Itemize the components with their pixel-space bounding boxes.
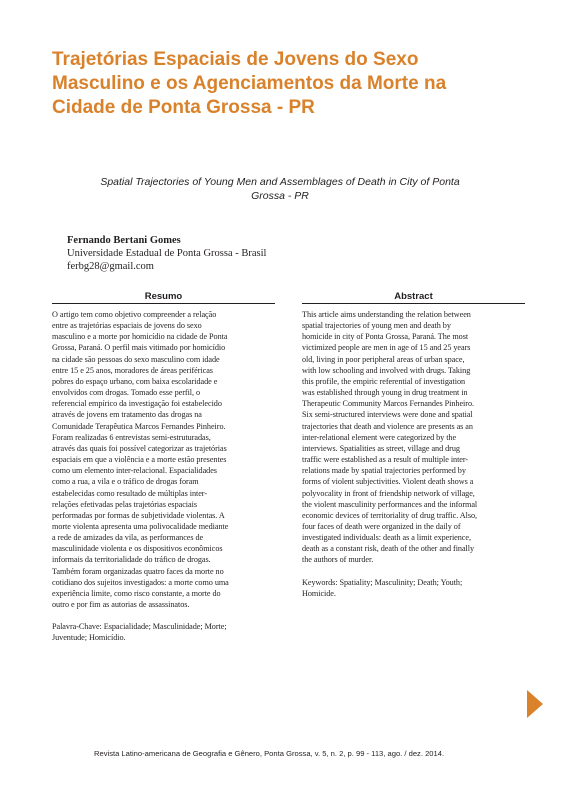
text-line: Juventude; Homicídio. <box>52 633 126 643</box>
abstract-text <box>302 309 525 566</box>
text-line: masculino e a morte por homicídio na cidade de Ponta <box>52 332 228 342</box>
text-line: interviews. Spatialities as street, village and drug <box>302 443 460 453</box>
text-line: Therapeutic Community Marcos Fernandes Pinheiro. <box>302 399 475 409</box>
text-line: old, living in poor peripheral areas of urban space, <box>302 354 465 364</box>
text-line: homicide in city of Ponta Grossa, Paraná. The most <box>302 332 469 342</box>
text-line: espaciais em que a violência e a morte estão presentes <box>52 455 227 465</box>
text-line: através das quais foi possível categorizar as trajetórias <box>52 443 227 453</box>
resumo-text <box>52 309 275 610</box>
text-line: Homicide. <box>302 588 336 598</box>
subtitle-line: Spatial Trajectories of Young Men and Assemblages of Death in City of Ponta <box>100 176 460 188</box>
resumo-heading: Resumo <box>144 291 183 302</box>
resumo-keywords <box>52 621 275 643</box>
subtitle-line: Grossa - PR <box>251 190 309 202</box>
text-line: Comunidade Terapêutica Marcos Fernandes Pinheiro. <box>52 421 226 431</box>
text-line: the authors of murder. <box>302 555 374 565</box>
text-line: O artigo tem como objetivo compreender a relação <box>52 310 217 319</box>
text-line: death as a constant risk, death of the other and finally <box>302 544 475 554</box>
text-line: estabelecidas como resultado de múltiplas inter- <box>52 488 207 498</box>
text-line: através de jovens em tratamento das drogas na <box>52 410 202 420</box>
text-line: envolvidos com drogas. Tomado esse perfil, o <box>52 388 201 398</box>
text-line: Foram realizadas 6 entrevistas semi-estruturadas, <box>52 432 211 442</box>
abstract-column <box>302 290 525 599</box>
text-line: relações efetivadas pelas trajetórias espaciais <box>52 499 197 509</box>
resumo-column <box>52 290 275 644</box>
text-line: masculinidade violenta e os dispositivos econômicos <box>52 544 223 554</box>
text-line: relations made by spatial trajectories performed by <box>302 466 466 476</box>
text-line: forms of violent subjectivities. Violent death shows a <box>302 477 474 487</box>
text-line: a rede de amizades da vila, as performances de <box>52 533 204 543</box>
text-line: Palavra-Chave: Espacialidade; Masculinidade; Morte; <box>52 622 227 632</box>
text-line: spatial trajectories of young men and death by <box>302 321 451 331</box>
text-line: Keywords: Spatiality; Masculinity; Death; Youth; <box>302 577 463 587</box>
next-page-arrow-icon <box>527 690 543 718</box>
text-line: this profile, the empiric referential of investigation <box>302 376 466 386</box>
text-line: performadas por formas de subjetividade violentas. A <box>52 510 225 520</box>
text-line: experiência limite, como risco constante, a morte do <box>52 588 221 598</box>
title-line: Cidade de Ponta Grossa - PR <box>52 97 315 118</box>
text-line: Também foram organizadas quatro faces da morte no <box>52 566 224 576</box>
text-line: entre as trajetórias espaciais de jovens do sexo <box>52 321 202 331</box>
text-line: four faces of death were organized in the daily of <box>302 521 461 531</box>
abstract-keywords <box>302 577 525 599</box>
text-line: Six semi-structured interviews were done and spatial <box>302 410 473 420</box>
resumo-divider <box>52 303 275 304</box>
text-line: polyvocality in front of friendship network of village, <box>302 488 475 498</box>
abstract-divider <box>302 303 525 304</box>
text-line: the violent masculinity performances and the informal <box>302 499 478 509</box>
text-line: economic devices of territoriality of drug traffic. Also, <box>302 510 478 520</box>
text-line: victimized people are men in age of 15 and 25 years <box>302 343 471 353</box>
text-line: morte violenta apresenta uma polivocalidade mediante <box>52 521 229 531</box>
text-line: was established through young in drug treatment in <box>302 388 468 398</box>
text-line: inter-relational element were categorized by the <box>302 432 457 442</box>
text-line: como um elemento inter-relacional. Espacialidades <box>52 466 217 476</box>
text-line: investigated individuals: death as a limit experience, <box>302 533 471 543</box>
abstract-heading: Abstract <box>394 291 433 302</box>
text-line: referencial empírico da investigação foi estabelecido <box>52 399 222 409</box>
journal-footer: Revista Latino-americana de Geografia e Gênero, Ponta Grossa, v. 5, n. 2, p. 99 - 113, ago. / dez. 2014. <box>94 749 445 758</box>
english-title <box>100 175 460 203</box>
author-affiliation: Universidade Estadual de Ponta Grossa - Brasil <box>67 248 267 259</box>
text-line: This article aims understanding the relation between <box>302 310 471 319</box>
text-line: informais da territorialidade do tráfico de drogas. <box>52 555 211 565</box>
text-line: cotidiano dos sujeitos investigados: a morte como uma <box>52 577 229 587</box>
author-email: ferbg28@gmail.com <box>67 261 154 272</box>
text-line: entre 15 e 25 anos, moradores de áreas periféricas <box>52 365 213 375</box>
text-line: outro e por fim as autorias de assassinatos. <box>52 600 190 610</box>
text-line: como a rua, a vila e o tráfico de drogas foram <box>52 477 199 487</box>
text-line: na cidade são pessoas do sexo masculino com idade <box>52 354 220 364</box>
author-name: Fernando Bertani Gomes <box>67 235 181 246</box>
title-line: Trajetórias Espaciais de Jovens do Sexo <box>52 49 419 70</box>
title-line: Masculino e os Agenciamentos da Morte na <box>52 73 447 94</box>
text-line: traffic were established as a result of multiple inter- <box>302 455 469 465</box>
author-block <box>67 234 266 273</box>
text-line: pobres do espaço urbano, com baixa escolaridade e <box>52 376 218 386</box>
text-line: Grossa, Paraná. O perfil mais vitimado por homicídio <box>52 343 226 353</box>
text-line: trajectories that death and violence are presents as an <box>302 421 473 431</box>
text-line: with low schooling and involved with drugs. Taking <box>302 365 471 375</box>
article-title <box>52 48 492 120</box>
